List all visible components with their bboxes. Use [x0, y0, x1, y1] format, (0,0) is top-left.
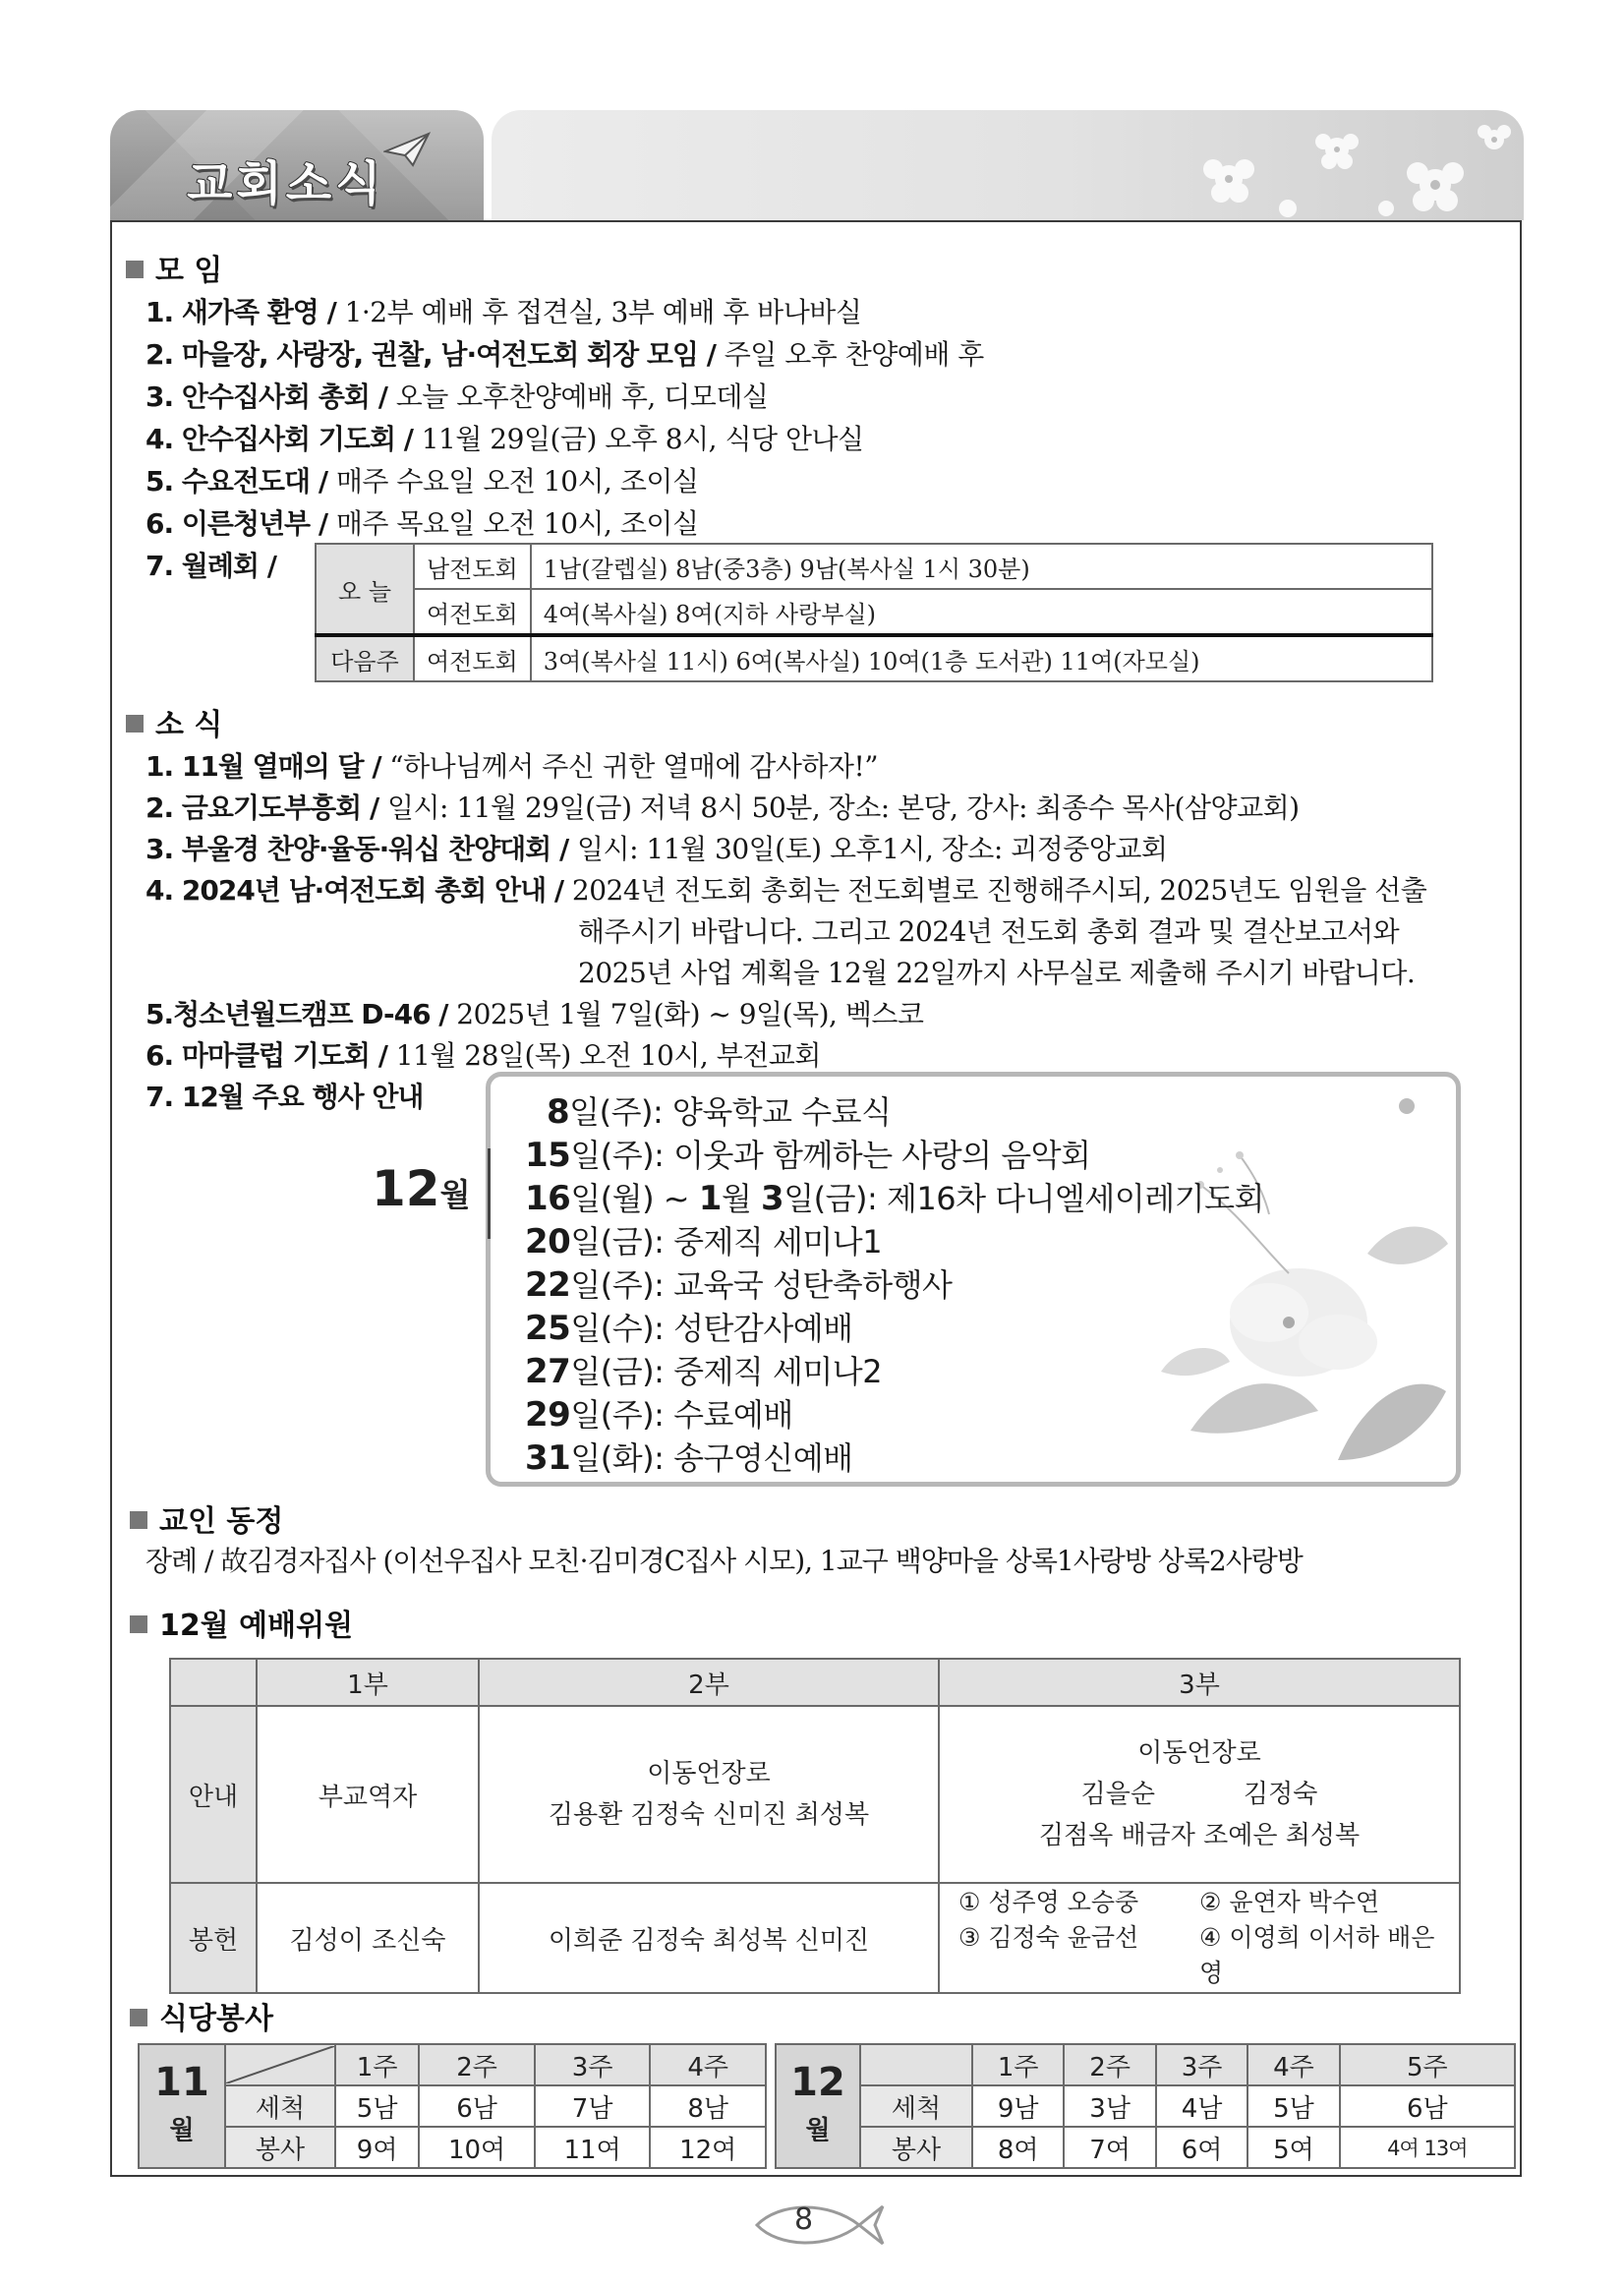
section-meal-heading: 식당봉사	[130, 1994, 273, 2037]
diagonal-header-cell	[225, 2044, 335, 2085]
monthly-meeting-table	[315, 543, 1433, 682]
month-cell: 11 월	[139, 2044, 225, 2168]
today-cell: 오 늘	[316, 544, 414, 635]
week-header: 3주	[1156, 2044, 1247, 2085]
fish-icon	[749, 2199, 887, 2252]
table-cell: 9여	[335, 2127, 419, 2168]
corner-cell	[170, 1659, 257, 1706]
table-row	[776, 2085, 1515, 2127]
december-event: 29일(주): 수료예배	[525, 1395, 793, 1435]
row-label: 세척	[860, 2085, 972, 2127]
week-header: 4주	[650, 2044, 766, 2085]
week-header: 2주	[419, 2044, 535, 2085]
table-cell: 5남	[335, 2085, 419, 2127]
news-item: 5.청소년월드캠프 D-46 / 2025년 1월 7일(화) ~ 9일(목), 벡스코	[145, 998, 924, 1030]
table-cell: 11여	[535, 2127, 651, 2168]
next-week-cell: 다음주	[316, 635, 414, 681]
table-cell: 6남	[419, 2085, 535, 2127]
table-cell: 이동언장로 김용환 김정숙 신미진 최성복	[479, 1706, 939, 1883]
meeting-item: 6. 이른청년부 / 매주 목요일 오전 10시, 조이실	[145, 507, 699, 540]
december-event: 15일(주): 이웃과 함께하는 사랑의 음악회	[525, 1136, 1091, 1175]
members-news-text: 장례 / 故김경자집사 (이선우집사 모친·김미경C집사 시모), 1교구 백양마을 상록1사랑방 상록2사랑방	[145, 1545, 1303, 1577]
december-event: 8일(주): 양육학교 수료식	[547, 1092, 892, 1132]
table-row	[316, 589, 1432, 635]
table-row	[316, 544, 1432, 589]
news-item: 2. 금요기도부흥회 / 일시: 11월 29일(금) 저녁 8시 50분, 장소: 본당, 강사: 최종수 목사(삼양교회)	[145, 792, 1300, 824]
table-cell: 7여	[1064, 2127, 1155, 2168]
row-label: 안내	[170, 1706, 257, 1883]
group-cell: 여전도회	[414, 589, 531, 635]
table-cell: 8남	[650, 2085, 766, 2127]
corner-cell	[860, 2044, 972, 2085]
week-header: 1주	[972, 2044, 1064, 2085]
december-month-label: 12월	[372, 1160, 471, 1217]
table-row	[139, 2127, 766, 2168]
row-label: 봉헌	[170, 1883, 257, 1993]
table-cell: 10여	[419, 2127, 535, 2168]
news-item-continued: 해주시기 바랍니다. 그리고 2024년 전도회 총회 결과 및 결산보고서와	[578, 915, 1400, 948]
december-event: 25일(수): 성탄감사예배	[525, 1309, 853, 1348]
table-cell: 12여	[650, 2127, 766, 2168]
table-cell: 8여	[972, 2127, 1064, 2168]
week-header: 4주	[1247, 2044, 1339, 2085]
december-event: 31일(화): 송구영신예배	[525, 1438, 853, 1478]
meal-table-november	[138, 2043, 767, 2169]
square-bullet-icon	[126, 261, 144, 278]
table-cell: 5여	[1247, 2127, 1339, 2168]
december-event: 20일(금): 중제직 세미나1	[525, 1222, 883, 1261]
meeting-item: 4. 안수집사회 기도회 / 11월 29일(금) 오후 8시, 식당 안나실	[145, 423, 864, 455]
week-header: 5주	[1340, 2044, 1515, 2085]
divider	[488, 1148, 491, 1239]
paper-plane-icon	[383, 130, 433, 169]
table-cell: 9남	[972, 2085, 1064, 2127]
section-news-heading: 소 식	[126, 700, 222, 743]
floral-decoration-icon	[1043, 1077, 1456, 1482]
section-members-heading: 교인 동정	[130, 1496, 283, 1540]
section-worship-heading: 12월 예배위원	[130, 1601, 353, 1644]
week-header: 1주	[335, 2044, 419, 2085]
row-label: 세척	[225, 2085, 335, 2127]
table-cell: ① 성주영 오승중 ② 윤연자 박수연 ③ 김정숙 윤금선 ④ 이영희 이서하 배은영	[939, 1883, 1460, 1993]
header-title-panel	[110, 110, 484, 220]
group-cell: 여전도회	[414, 635, 531, 681]
group-cell: 남전도회	[414, 544, 531, 589]
header-title: 교회소식	[187, 156, 385, 211]
table-row	[170, 1659, 1460, 1706]
meal-table-december	[775, 2043, 1516, 2169]
table-cell: 3남	[1064, 2085, 1155, 2127]
news-item: 3. 부울경 찬양·율동·워십 찬양대회 / 일시: 11월 30일(토) 오후1시, 장소: 괴정중앙교회	[145, 833, 1168, 865]
week-header: 2주	[1064, 2044, 1155, 2085]
news-item: 4. 2024년 남·여전도회 총회 안내 / 2024년 전도회 총회는 전도회별로 진행해주시되, 2025년도 임원을 선출	[145, 874, 1427, 907]
table-row	[776, 2044, 1515, 2085]
table-row	[170, 1883, 1460, 1993]
news-item: 6. 마마클럽 기도회 / 11월 28일(목) 오전 10시, 부전교회	[145, 1039, 821, 1072]
meeting-item: 3. 안수집사회 총회 / 오늘 오후찬양예배 후, 디모데실	[145, 381, 769, 413]
month-cell: 12 월	[776, 2044, 860, 2168]
december-event: 16일(월) ~ 1월 3일(금): 제16차 다니엘세이레기도회	[525, 1179, 1264, 1218]
news-item: 1. 11월 열매의 달 / “하나님께서 주신 귀한 열매에 감사하자!”	[145, 750, 879, 783]
header-decoration-panel	[492, 110, 1524, 220]
december-event: 27일(금): 중제직 세미나2	[525, 1352, 883, 1391]
square-bullet-icon	[126, 715, 144, 733]
meeting-item: 1. 새가족 환영 / 1·2부 예배 후 접견실, 3부 예배 후 바나바실	[145, 296, 862, 328]
flowers-decoration-icon	[1111, 110, 1524, 220]
detail-cell: 4여(복사실) 8여(지하 사랑부실)	[531, 589, 1432, 635]
worship-committee-table	[169, 1658, 1461, 1994]
table-cell: 4여 13여	[1340, 2127, 1515, 2168]
table-row	[170, 1706, 1460, 1883]
table-cell: 4남	[1156, 2085, 1247, 2127]
table-row	[776, 2127, 1515, 2168]
table-cell: 김성이 조신숙	[257, 1883, 479, 1993]
table-row	[139, 2044, 766, 2085]
square-bullet-icon	[130, 1615, 147, 1633]
table-cell: 5남	[1247, 2085, 1339, 2127]
table-cell: 6여	[1156, 2127, 1247, 2168]
table-row	[139, 2085, 766, 2127]
december-event: 22일(주): 교육국 성탄축하행사	[525, 1265, 953, 1305]
square-bullet-icon	[130, 2009, 147, 2026]
news-item: 7. 12월 주요 행사 안내	[145, 1081, 424, 1113]
column-header: 3부	[939, 1659, 1460, 1706]
meeting-item: 7. 월례회 /	[145, 550, 276, 582]
week-header: 3주	[535, 2044, 651, 2085]
table-row	[316, 635, 1432, 681]
detail-cell: 1남(갈렙실) 8남(중3층) 9남(복사실 1시 30분)	[531, 544, 1432, 589]
column-header: 1부	[257, 1659, 479, 1706]
table-cell: 이동언장로 김을순 김정숙 김점옥 배금자 조예은 최성복	[939, 1706, 1460, 1883]
section-meetings-heading: 모 임	[126, 246, 222, 289]
row-label: 봉사	[225, 2127, 335, 2168]
table-cell: 이희준 김정숙 최성복 신미진	[479, 1883, 939, 1993]
table-cell: 부교역자	[257, 1706, 479, 1883]
square-bullet-icon	[130, 1511, 147, 1529]
row-label: 봉사	[860, 2127, 972, 2168]
diagonal-line-icon	[226, 2046, 334, 2083]
table-cell: 6남	[1340, 2085, 1515, 2127]
meeting-item: 2. 마을장, 사랑장, 권찰, 남·여전도회 회장 모임 / 주일 오후 찬양예배 후	[145, 338, 984, 371]
news-item-continued: 2025년 사업 계획을 12월 22일까지 사무실로 제출해 주시기 바랍니다.	[578, 957, 1416, 989]
page-number: 8	[794, 2202, 814, 2237]
detail-cell: 3여(복사실 11시) 6여(복사실) 10여(1층 도서관) 11여(자모실)	[531, 635, 1432, 681]
meeting-item: 5. 수요전도대 / 매주 수요일 오전 10시, 조이실	[145, 465, 699, 498]
table-cell: 7남	[535, 2085, 651, 2127]
column-header: 2부	[479, 1659, 939, 1706]
